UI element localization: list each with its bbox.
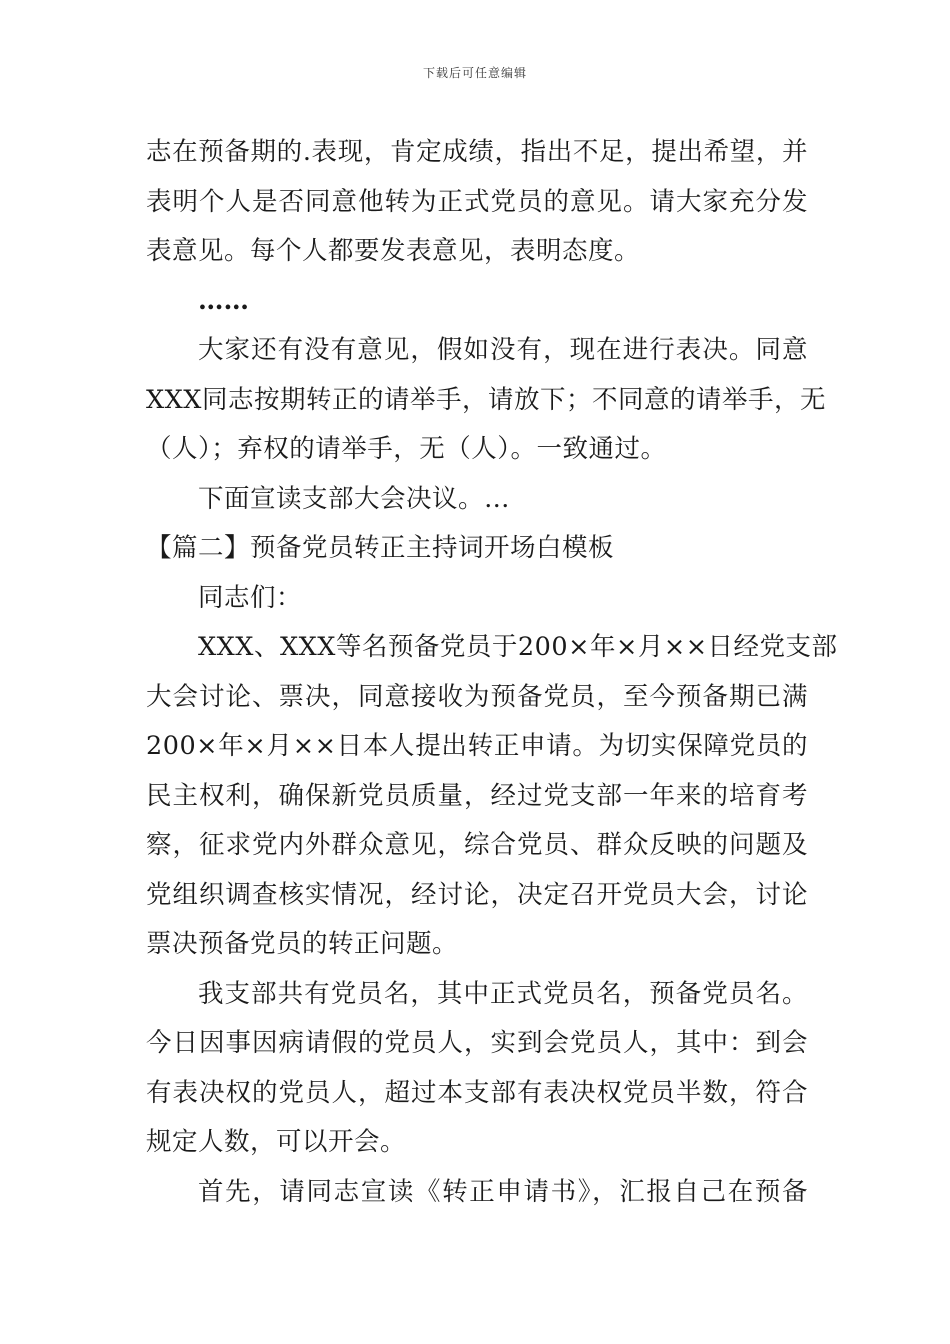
section-heading: 【篇二】预备党员转正主持词开场白模板 [146,533,615,563]
text-line: XXX、XXX等名预备党员于200×年×月××日经党支部 [198,632,838,662]
text-line: 我支部共有党员名，其中正式党员名，预备党员名。 [198,978,808,1009]
text-line: 票决预备党员的转正问题。 [146,929,459,959]
page-header: 下载后可任意编辑 [422,66,527,80]
text-line: 民主权利，确保新党员质量，经过党支部一年来的培育考 [146,780,808,811]
text-line: （人）；弃权的请举手，无（人）。一致通过。 [146,434,667,464]
text-line: 表意见。每个人都要发表意见，表明态度。 [146,236,641,266]
text-line: 200×年×月××日本人提出转正申请。为切实保障党员的 [146,731,808,761]
ellipsis-line: …… [198,285,249,316]
text-line: 察，征求党内外群众意见，综合党员、群众反映的问题及 [146,830,808,860]
text-line: XXX同志按期转正的请举手，请放下；不同意的请举手，无 [146,384,826,415]
text-line: 志在预备期的.表现，肯定成绩，指出不足，提出希望，并 [146,137,808,167]
document-body [146,128,838,1217]
text-line: 表明个人是否同意他转为正式党员的意见。请大家充分发 [146,186,808,217]
text-line: 规定人数，可以开会。 [146,1127,407,1157]
text-line: 下面宣读支部大会决议。… [198,483,511,514]
text-line: 大家还有没有意见，假如没有，现在进行表决。同意 [198,335,808,365]
text-line: 党组织调查核实情况，经讨论，决定召开党员大会，讨论 [146,879,808,910]
text-line: 大会讨论、票决，同意接收为预备党员，至今预备期已满 [146,681,808,712]
salutation: 同志们： [198,582,303,613]
text-line: 有表决权的党员人，超过本支部有表决权党员半数，符合 [146,1077,808,1108]
text-line: 今日因事因病请假的党员人，实到会党员人，其中：到会 [146,1028,808,1058]
text-line: 首先，请同志宣读《转正申请书》，汇报自己在预备 [198,1176,808,1207]
